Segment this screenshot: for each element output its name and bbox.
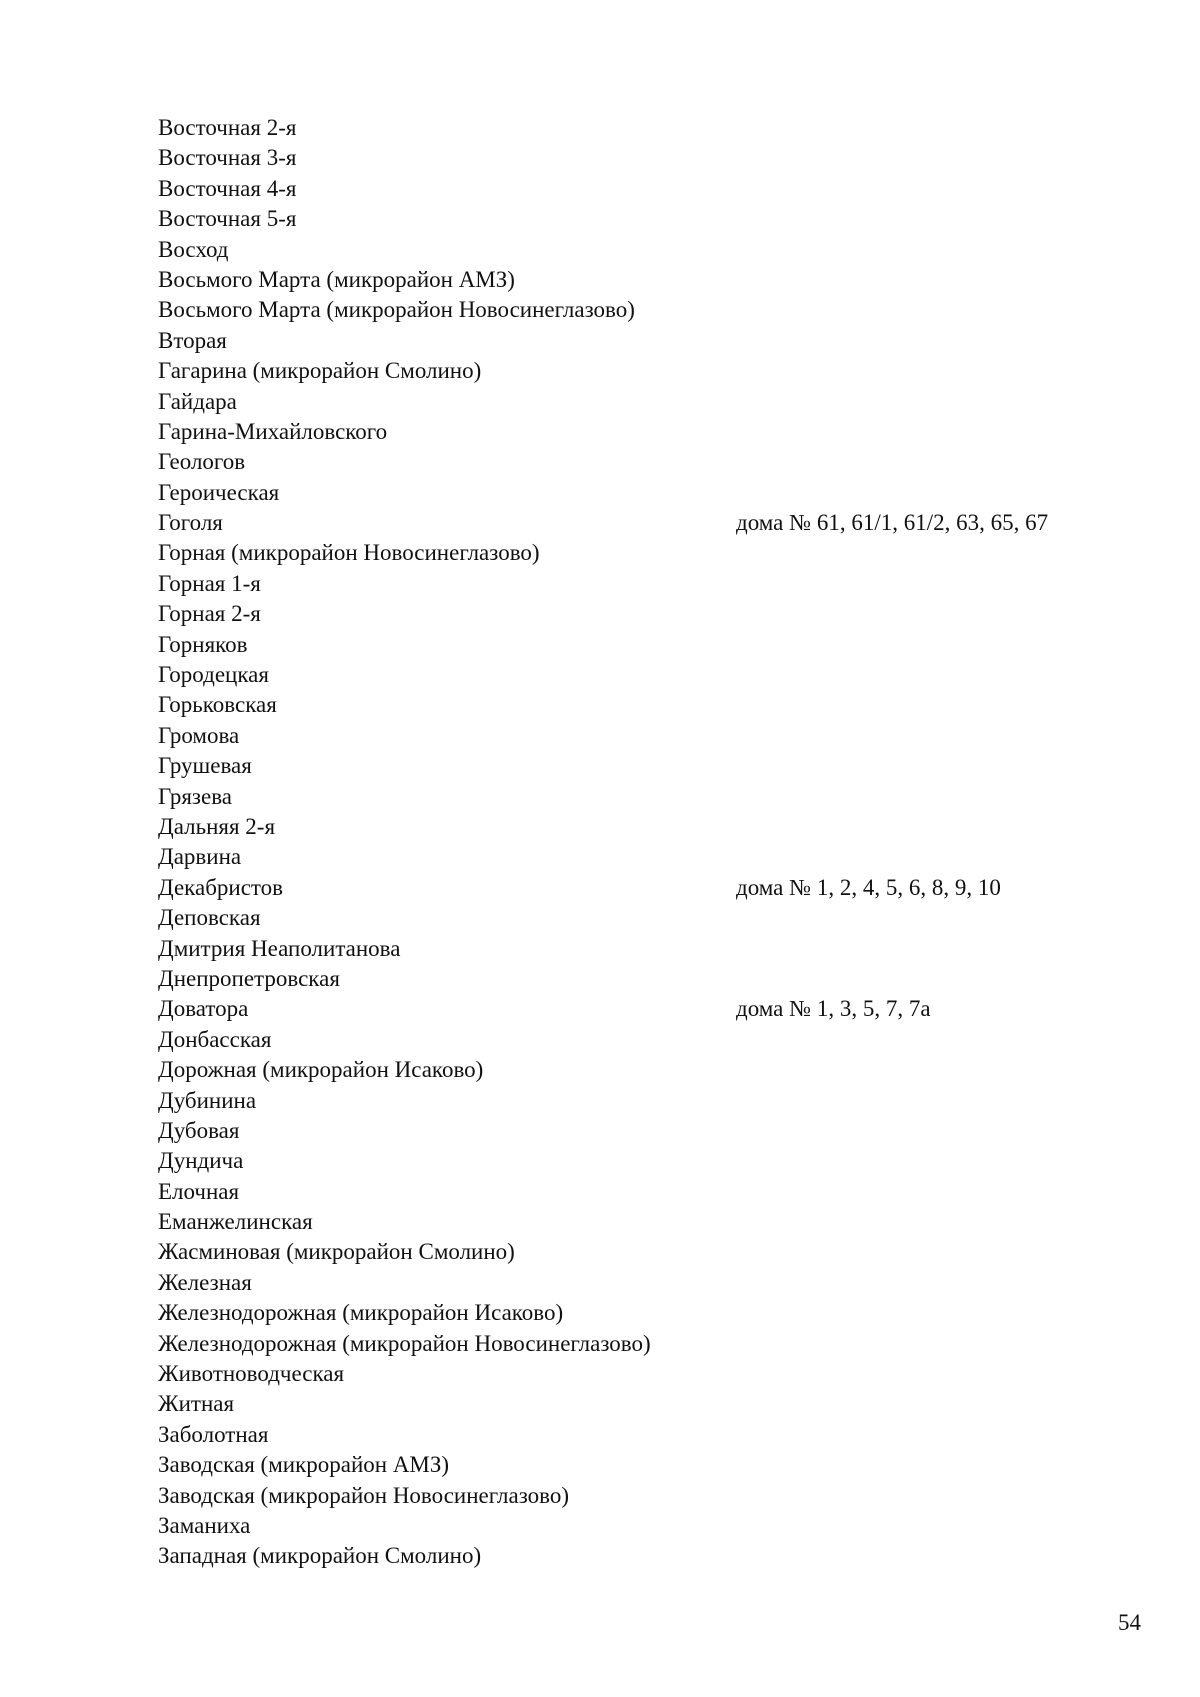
street-name: Восьмого Марта (микрорайон Новосинеглазово)	[158, 297, 635, 323]
street-row	[158, 1207, 1158, 1237]
street-name: Житная	[158, 1391, 235, 1417]
street-row	[158, 1481, 1158, 1511]
street-row	[158, 1450, 1158, 1480]
street-name: Заводская (микрорайон Новосинеглазово)	[158, 1482, 570, 1508]
street-row	[158, 1146, 1158, 1176]
street-name: Гарина-Михайловского	[158, 418, 388, 444]
street-row	[158, 630, 1158, 660]
street-name: Дубинина	[158, 1087, 257, 1113]
street-name: Геологов	[158, 449, 246, 475]
street-name: Еманжелинская	[158, 1209, 313, 1235]
street-name: Восточная 3-я	[158, 145, 297, 171]
street-houses: дома № 1, 3, 5, 7, 7а	[736, 996, 931, 1022]
street-name: Горняков	[158, 631, 248, 657]
street-name: Железнодорожная (микрорайон Исаково)	[158, 1300, 564, 1326]
street-name: Восьмого Марта (микрорайон АМЗ)	[158, 266, 515, 292]
street-row	[158, 1268, 1158, 1298]
street-name: Грязева	[158, 783, 232, 809]
street-name: Дубовая	[158, 1117, 240, 1143]
street-houses: дома № 61, 61/1, 61/2, 63, 65, 67	[736, 510, 1049, 536]
street-name: Городецкая	[158, 662, 269, 688]
street-row	[158, 1329, 1158, 1359]
street-row	[158, 265, 1158, 295]
street-row	[158, 994, 1158, 1024]
street-row	[158, 508, 1158, 538]
street-name: Гоголя	[158, 510, 223, 536]
street-name: Западная (микрорайон Смолино)	[158, 1543, 482, 1569]
street-row	[158, 1541, 1158, 1571]
street-row	[158, 903, 1158, 933]
street-row	[158, 569, 1158, 599]
street-row	[158, 842, 1158, 872]
street-name: Гайдара	[158, 388, 237, 414]
street-row	[158, 873, 1158, 903]
street-name: Гагарина (микрорайон Смолино)	[158, 358, 482, 384]
street-name: Декабристов	[158, 874, 284, 900]
street-name: Железнодорожная (микрорайон Новосинеглазово)	[158, 1330, 651, 1356]
street-row	[158, 143, 1158, 173]
street-name: Днепропетровская	[158, 965, 340, 991]
street-row	[158, 934, 1158, 964]
street-name: Громова	[158, 722, 240, 748]
street-name: Восход	[158, 236, 229, 262]
street-name: Заводская (микрорайон АМЗ)	[158, 1452, 450, 1478]
street-name: Горная (микрорайон Новосинеглазово)	[158, 540, 540, 566]
street-row	[158, 721, 1158, 751]
street-name: Грушевая	[158, 753, 252, 779]
street-houses: дома № 1, 2, 4, 5, 6, 8, 9, 10	[736, 874, 1001, 900]
street-row	[158, 1237, 1158, 1267]
street-name: Горьковская	[158, 692, 277, 718]
street-row	[158, 295, 1158, 325]
page-number: 54	[1118, 1610, 1141, 1635]
street-name: Жасминовая (микрорайон Смолино)	[158, 1239, 515, 1265]
street-name: Доватора	[158, 996, 249, 1022]
street-row	[158, 417, 1158, 447]
street-row	[158, 1298, 1158, 1328]
street-row	[158, 387, 1158, 417]
street-row	[158, 174, 1158, 204]
street-name: Железная	[158, 1269, 252, 1295]
street-name: Дальняя 2-я	[158, 813, 276, 839]
street-name: Деповская	[158, 905, 261, 931]
street-row	[158, 599, 1158, 629]
street-row	[158, 1389, 1158, 1419]
street-row	[158, 447, 1158, 477]
street-row	[158, 690, 1158, 720]
street-name: Заболотная	[158, 1421, 269, 1447]
street-name: Дорожная (микрорайон Исаково)	[158, 1057, 484, 1083]
street-row	[158, 326, 1158, 356]
street-row	[158, 235, 1158, 265]
street-row	[158, 964, 1158, 994]
street-name: Дундича	[158, 1148, 244, 1174]
street-list	[158, 113, 1158, 1572]
street-row	[158, 1359, 1158, 1389]
street-name: Восточная 2-я	[158, 115, 297, 140]
street-name: Дарвина	[158, 844, 242, 870]
street-row	[158, 812, 1158, 842]
street-row	[158, 538, 1158, 568]
street-name: Заманиха	[158, 1512, 251, 1538]
street-name: Животноводческая	[158, 1361, 345, 1387]
street-row	[158, 1055, 1158, 1085]
street-row	[158, 113, 1158, 143]
street-name: Восточная 5-я	[158, 206, 297, 232]
street-name: Горная 1-я	[158, 570, 261, 596]
street-row	[158, 204, 1158, 234]
street-name: Донбасская	[158, 1026, 272, 1052]
street-row	[158, 1420, 1158, 1450]
street-row	[158, 1177, 1158, 1207]
street-row	[158, 1025, 1158, 1055]
street-name: Елочная	[158, 1178, 240, 1204]
street-row	[158, 1511, 1158, 1541]
street-row	[158, 1086, 1158, 1116]
street-name: Восточная 4-я	[158, 175, 297, 201]
street-row	[158, 751, 1158, 781]
street-row	[158, 660, 1158, 690]
street-name: Горная 2-я	[158, 601, 261, 627]
street-row	[158, 356, 1158, 386]
street-row	[158, 782, 1158, 812]
street-name: Героическая	[158, 479, 280, 505]
street-name: Дмитрия Неаполитанова	[158, 935, 401, 961]
street-row	[158, 1116, 1158, 1146]
street-name: Вторая	[158, 327, 227, 353]
street-row	[158, 478, 1158, 508]
